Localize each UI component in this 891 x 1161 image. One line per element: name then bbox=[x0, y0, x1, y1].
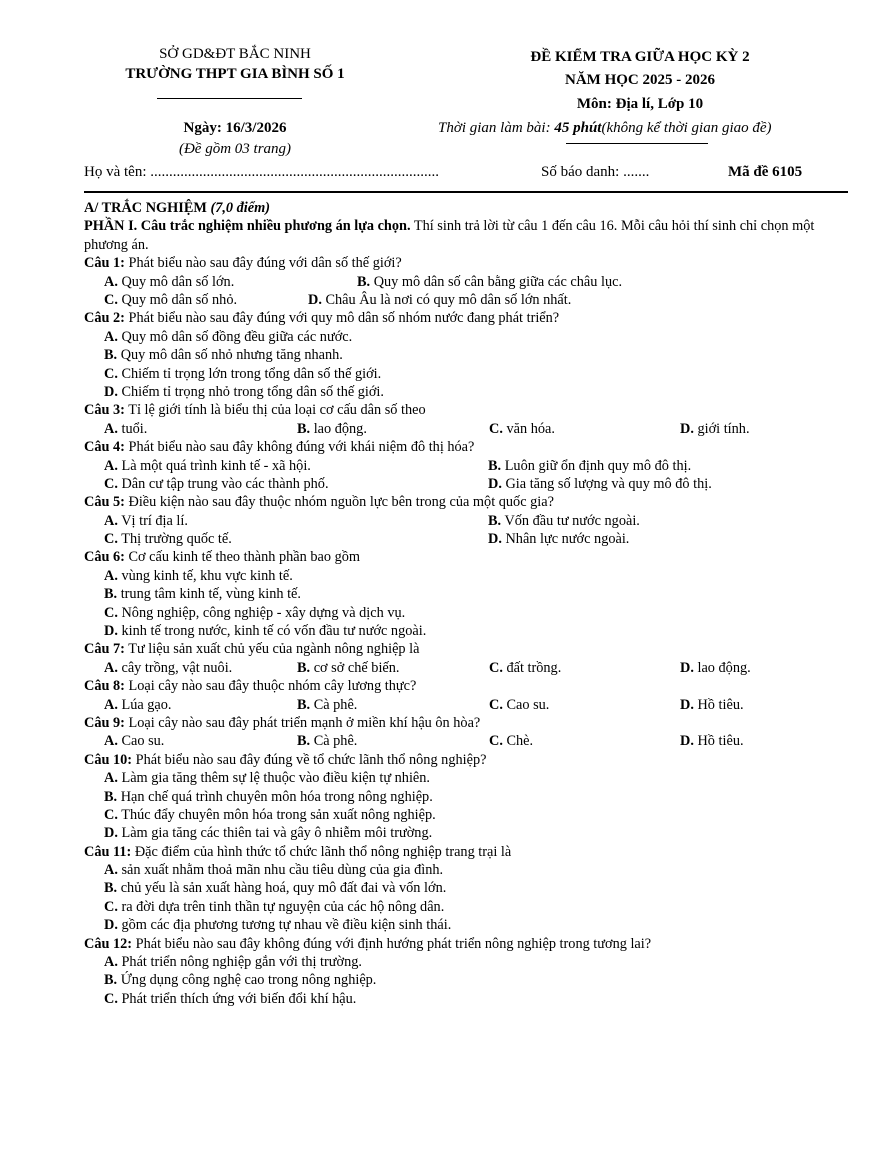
answer-option[interactable] bbox=[104, 953, 362, 971]
option-letter: A. bbox=[104, 273, 118, 290]
option-letter: B. bbox=[104, 347, 118, 364]
school-underline bbox=[157, 98, 302, 99]
option-row bbox=[84, 806, 844, 824]
question-number: Câu 10: bbox=[84, 751, 133, 768]
option-letter: D. bbox=[488, 475, 502, 492]
answer-option[interactable] bbox=[297, 732, 357, 750]
option-letter: C. bbox=[104, 604, 118, 621]
option-text: Chiếm tỉ trọng lớn trong tổng dân số thế giới. bbox=[117, 365, 382, 382]
option-letter: B. bbox=[488, 457, 502, 474]
answer-option[interactable] bbox=[104, 420, 147, 438]
answer-option[interactable] bbox=[104, 696, 172, 714]
option-letter: C. bbox=[489, 420, 503, 437]
answer-option[interactable] bbox=[488, 475, 712, 493]
option-letter: B. bbox=[297, 696, 311, 713]
question-number: Câu 8: bbox=[84, 678, 125, 695]
question-4 bbox=[84, 438, 844, 456]
school-year: NĂM HỌC 2025 - 2026 bbox=[565, 72, 715, 88]
question-2 bbox=[84, 309, 844, 327]
option-letter: D. bbox=[104, 623, 118, 640]
option-letter: B. bbox=[297, 420, 311, 437]
option-letter: B. bbox=[297, 659, 311, 676]
option-row bbox=[84, 365, 844, 383]
answer-option[interactable] bbox=[104, 990, 356, 1008]
answer-option[interactable] bbox=[104, 788, 433, 806]
question-number: Câu 5: bbox=[84, 494, 125, 511]
answer-option[interactable] bbox=[489, 732, 533, 750]
question-text: Phát biểu nào sau đây không đúng với định hướng phát triển nông nghiệp trong tương lai? bbox=[132, 935, 652, 952]
answer-option[interactable] bbox=[104, 273, 234, 291]
question-1 bbox=[84, 254, 844, 272]
answer-option[interactable] bbox=[489, 696, 549, 714]
option-row bbox=[84, 475, 844, 493]
student-id-field: Số báo danh: ....... bbox=[541, 164, 650, 180]
option-letter: B. bbox=[104, 586, 118, 603]
question-list bbox=[84, 254, 844, 1008]
answer-option[interactable] bbox=[104, 457, 311, 475]
answer-option[interactable] bbox=[297, 420, 367, 438]
option-text: vùng kinh tế, khu vực kinh tế. bbox=[117, 567, 293, 584]
option-letter: D. bbox=[680, 733, 694, 750]
question-text: Điều kiện nào sau đây thuộc nhóm nguồn lực bên trong của một quốc gia? bbox=[124, 494, 554, 511]
option-text: Quy mô dân số nhỏ. bbox=[117, 291, 238, 308]
option-text: cây trồng, vật nuôi. bbox=[117, 659, 233, 676]
answer-option[interactable] bbox=[104, 604, 405, 622]
option-row bbox=[84, 512, 844, 530]
option-row bbox=[84, 659, 844, 677]
subject-line: Môn: Địa lí, Lớp 10 bbox=[576, 96, 704, 112]
answer-option[interactable] bbox=[104, 585, 301, 603]
time-prefix: Thời gian làm bài: bbox=[438, 120, 555, 136]
option-letter: B. bbox=[488, 512, 502, 529]
option-text: Phát triển nông nghiệp gắn với thị trường. bbox=[117, 954, 362, 971]
option-letter: A. bbox=[104, 328, 118, 345]
option-letter: A. bbox=[104, 512, 118, 529]
option-row bbox=[84, 732, 844, 750]
option-row bbox=[84, 291, 844, 309]
answer-option[interactable] bbox=[104, 291, 237, 309]
option-row bbox=[84, 916, 844, 934]
answer-option[interactable] bbox=[104, 383, 384, 401]
option-text: Hồ tiêu. bbox=[693, 733, 744, 750]
section-a-points: (7,0 điểm) bbox=[210, 200, 270, 216]
answer-option[interactable] bbox=[489, 420, 555, 438]
option-text: Hồ tiêu. bbox=[693, 696, 744, 713]
option-text: Chiếm tỉ trọng nhỏ trong tổng dân số thế giới. bbox=[117, 383, 384, 400]
question-8 bbox=[84, 677, 844, 695]
answer-option[interactable] bbox=[104, 769, 430, 787]
question-text: Phát biểu nào sau đây đúng về tổ chức lãnh thổ nông nghiệp? bbox=[132, 751, 487, 768]
answer-option[interactable] bbox=[297, 696, 357, 714]
question-number: Câu 12: bbox=[84, 935, 133, 952]
option-letter: C. bbox=[104, 475, 118, 492]
option-text: Quy mô dân số cân bằng giữa các châu lục. bbox=[370, 273, 623, 290]
option-text: Nông nghiệp, công nghiệp - xây dựng và dịch vụ. bbox=[117, 604, 406, 621]
time-line bbox=[438, 120, 772, 137]
question-number: Câu 6: bbox=[84, 549, 125, 566]
option-letter: C. bbox=[489, 696, 503, 713]
exam-code: Mã đề 6105 bbox=[728, 164, 803, 180]
option-text: Châu Âu là nơi có quy mô dân số lớn nhất. bbox=[321, 291, 572, 308]
part1-instruction: Thí sinh trả lời từ câu 1 đến câu 16. Mỗi câu hỏi thí sinh chỉ chọn một phương án. bbox=[84, 218, 815, 253]
option-text: Vốn đầu tư nước ngoài. bbox=[501, 512, 640, 529]
option-row bbox=[84, 788, 844, 806]
option-letter: D. bbox=[680, 696, 694, 713]
section-a-heading bbox=[84, 199, 844, 217]
answer-option[interactable] bbox=[357, 273, 622, 291]
option-letter: A. bbox=[104, 733, 118, 750]
answer-option[interactable] bbox=[104, 567, 293, 585]
option-letter: B. bbox=[104, 880, 118, 897]
answer-option[interactable] bbox=[297, 659, 399, 677]
option-text: Làm gia tăng thêm sự lệ thuộc vào điều kiện tự nhiên. bbox=[117, 770, 430, 787]
question-number: Câu 1: bbox=[84, 255, 125, 272]
option-letter: C. bbox=[104, 990, 118, 1007]
option-letter: C. bbox=[104, 898, 118, 915]
exam-title: ĐỀ KIỂM TRA GIỮA HỌC KỲ 2 bbox=[530, 49, 750, 65]
option-letter: D. bbox=[308, 291, 322, 308]
option-row bbox=[84, 769, 844, 787]
option-row bbox=[84, 457, 844, 475]
question-number: Câu 4: bbox=[84, 439, 125, 456]
part1-heading bbox=[84, 217, 844, 254]
option-row bbox=[84, 898, 844, 916]
answer-option[interactable] bbox=[680, 696, 744, 714]
answer-option[interactable] bbox=[680, 732, 744, 750]
answer-option[interactable] bbox=[104, 898, 444, 916]
option-text: Chè. bbox=[502, 733, 534, 750]
question-text: Loại cây nào sau đây phát triển mạnh ở miền khí hậu ôn hòa? bbox=[124, 714, 481, 731]
department-name: SỞ GD&ĐT BẮC NINH bbox=[159, 46, 311, 62]
question-12 bbox=[84, 935, 844, 953]
option-letter: A. bbox=[104, 862, 118, 879]
option-text: lao động. bbox=[693, 659, 751, 676]
option-letter: A. bbox=[104, 567, 118, 584]
option-row bbox=[84, 990, 844, 1008]
option-text: tuổi. bbox=[117, 420, 148, 437]
option-row bbox=[84, 346, 844, 364]
option-letter: D. bbox=[104, 383, 118, 400]
option-text: Cao su. bbox=[502, 696, 550, 713]
question-10 bbox=[84, 751, 844, 769]
question-number: Câu 9: bbox=[84, 714, 125, 731]
answer-option[interactable] bbox=[680, 659, 751, 677]
question-number: Câu 7: bbox=[84, 641, 125, 658]
answer-option[interactable] bbox=[104, 659, 232, 677]
question-3 bbox=[84, 401, 844, 419]
answer-option[interactable] bbox=[104, 346, 343, 364]
answer-option[interactable] bbox=[489, 659, 561, 677]
option-row bbox=[84, 567, 844, 585]
option-text: văn hóa. bbox=[502, 420, 555, 437]
option-letter: C. bbox=[104, 291, 118, 308]
option-letter: C. bbox=[489, 659, 503, 676]
option-letter: A. bbox=[104, 457, 118, 474]
option-row bbox=[84, 383, 844, 401]
option-letter: C. bbox=[104, 531, 118, 548]
option-row bbox=[84, 530, 844, 548]
option-row bbox=[84, 696, 844, 714]
answer-option[interactable] bbox=[104, 512, 188, 530]
part1-title: PHẦN I. Câu trắc nghiệm nhiều phương án lựa chọn. bbox=[84, 218, 411, 235]
option-row bbox=[84, 861, 844, 879]
option-text: Ứng dụng công nghệ cao trong nông nghiệp. bbox=[117, 972, 377, 989]
question-number: Câu 11: bbox=[84, 843, 132, 860]
option-text: Quy mô dân số đồng đều giữa các nước. bbox=[117, 328, 353, 345]
option-text: Gia tăng số lượng và quy mô đô thị. bbox=[501, 475, 712, 492]
option-letter: A. bbox=[104, 770, 118, 787]
answer-option[interactable] bbox=[104, 824, 432, 842]
time-value: 45 phút bbox=[554, 120, 602, 136]
option-letter: B. bbox=[104, 972, 118, 989]
answer-option[interactable] bbox=[104, 328, 352, 346]
option-text: Dân cư tập trung vào các thành phố. bbox=[117, 475, 329, 492]
option-letter: C. bbox=[104, 806, 118, 823]
option-letter: D. bbox=[104, 917, 118, 934]
option-letter: A. bbox=[104, 420, 118, 437]
answer-option[interactable] bbox=[680, 420, 750, 438]
answer-option[interactable] bbox=[488, 530, 629, 548]
answer-option[interactable] bbox=[104, 365, 381, 383]
option-letter: B. bbox=[357, 273, 371, 290]
answer-option[interactable] bbox=[104, 475, 329, 493]
option-text: Thị trường quốc tế. bbox=[117, 531, 232, 548]
question-text: Phát biểu nào sau đây đúng với quy mô dân số nhóm nước đang phát triển? bbox=[124, 310, 560, 327]
option-letter: D. bbox=[680, 420, 694, 437]
answer-option[interactable] bbox=[104, 861, 443, 879]
answer-option[interactable] bbox=[104, 806, 436, 824]
option-text: Cà phê. bbox=[310, 696, 358, 713]
question-text: Tỉ lệ giới tính là biểu thị của loại cơ cấu dân số theo bbox=[124, 402, 426, 419]
option-row bbox=[84, 622, 844, 640]
school-name: TRƯỜNG THPT GIA BÌNH SỐ 1 bbox=[125, 66, 345, 82]
option-row bbox=[84, 328, 844, 346]
option-text: Cà phê. bbox=[310, 733, 358, 750]
option-text: gồm các địa phương tương tự nhau về điều kiện sinh thái. bbox=[117, 917, 452, 934]
option-letter: B. bbox=[104, 788, 118, 805]
option-row bbox=[84, 420, 844, 438]
answer-option[interactable] bbox=[488, 512, 640, 530]
option-letter: C. bbox=[489, 733, 503, 750]
option-text: sản xuất nhằm thoả mãn nhu cầu tiêu dùng của gia đình. bbox=[117, 862, 444, 879]
time-underline bbox=[566, 143, 708, 144]
question-number: Câu 2: bbox=[84, 310, 125, 327]
option-row bbox=[84, 879, 844, 897]
student-name-field: Họ và tên: ............................................................................. bbox=[84, 164, 439, 180]
option-text: ra đời dựa trên tinh thần tự nguyện của các hộ nông dân. bbox=[117, 898, 445, 915]
option-letter: D. bbox=[680, 659, 694, 676]
option-text: Là một quá trình kinh tế - xã hội. bbox=[117, 457, 311, 474]
answer-option[interactable] bbox=[488, 457, 691, 475]
option-letter: D. bbox=[104, 825, 118, 842]
answer-option[interactable] bbox=[104, 971, 376, 989]
question-5 bbox=[84, 493, 844, 511]
option-text: lao động. bbox=[310, 420, 367, 437]
option-text: Cao su. bbox=[117, 733, 165, 750]
option-text: Phát triển thích ứng với biến đổi khí hậu. bbox=[117, 990, 357, 1007]
exam-content bbox=[84, 199, 844, 1008]
option-row bbox=[84, 971, 844, 989]
answer-option[interactable] bbox=[104, 530, 232, 548]
question-text: Phát biểu nào sau đây không đúng với khái niệm đô thị hóa? bbox=[124, 439, 475, 456]
page-count: (Đề gồm 03 trang) bbox=[178, 141, 292, 157]
option-text: Lúa gạo. bbox=[117, 696, 172, 713]
option-row bbox=[84, 604, 844, 622]
answer-option[interactable] bbox=[104, 732, 164, 750]
option-text: Làm gia tăng các thiên tai và gây ô nhiễm môi trường. bbox=[117, 825, 433, 842]
time-suffix: (không kể thời gian giao đề) bbox=[601, 120, 772, 136]
question-text: Tư liệu sản xuất chủ yếu của ngành nông nghiệp là bbox=[124, 641, 420, 658]
option-text: giới tính. bbox=[693, 420, 750, 437]
question-11 bbox=[84, 843, 844, 861]
option-letter: B. bbox=[297, 733, 311, 750]
option-text: trung tâm kinh tế, vùng kinh tế. bbox=[117, 586, 301, 603]
question-9 bbox=[84, 714, 844, 732]
option-text: Thúc đẩy chuyên môn hóa trong sản xuất nông nghiệp. bbox=[117, 806, 436, 823]
question-text: Đặc điểm của hình thức tổ chức lãnh thổ nông nghiệp trang trại là bbox=[131, 843, 512, 860]
question-text: Phát biểu nào sau đây đúng với dân số thế giới? bbox=[124, 255, 402, 272]
answer-option[interactable] bbox=[308, 291, 571, 309]
option-text: Quy mô dân số nhỏ nhưng tăng nhanh. bbox=[117, 347, 343, 364]
option-row bbox=[84, 953, 844, 971]
option-text: cơ sở chế biến. bbox=[310, 659, 400, 676]
answer-option[interactable] bbox=[104, 916, 451, 934]
header-divider bbox=[84, 191, 848, 193]
option-text: đất trồng. bbox=[502, 659, 562, 676]
option-row bbox=[84, 273, 844, 291]
section-a-title: A/ TRẮC NGHIỆM bbox=[84, 200, 207, 216]
option-text: Luôn giữ ổn định quy mô đô thị. bbox=[501, 457, 692, 474]
option-text: chủ yếu là sản xuất hàng hoá, quy mô đất đai và vốn lớn. bbox=[117, 880, 447, 897]
option-row bbox=[84, 824, 844, 842]
question-number: Câu 3: bbox=[84, 402, 125, 419]
option-letter: A. bbox=[104, 659, 118, 676]
option-letter: A. bbox=[104, 954, 118, 971]
option-text: Nhân lực nước ngoài. bbox=[501, 531, 630, 548]
option-text: Vị trí địa lí. bbox=[117, 512, 188, 529]
exam-date: Ngày: 16/3/2026 bbox=[183, 120, 287, 136]
option-letter: A. bbox=[104, 696, 118, 713]
option-text: Quy mô dân số lớn. bbox=[117, 273, 235, 290]
option-text: kinh tế trong nước, kinh tế có vốn đầu tư nước ngoài. bbox=[117, 623, 427, 640]
answer-option[interactable] bbox=[104, 622, 426, 640]
option-letter: D. bbox=[488, 531, 502, 548]
question-7 bbox=[84, 640, 844, 658]
option-letter: C. bbox=[104, 365, 118, 382]
option-row bbox=[84, 585, 844, 603]
question-text: Loại cây nào sau đây thuộc nhóm cây lương thực? bbox=[124, 678, 417, 695]
answer-option[interactable] bbox=[104, 879, 446, 897]
option-text: Hạn chế quá trình chuyên môn hóa trong nông nghiệp. bbox=[117, 788, 433, 805]
question-6 bbox=[84, 548, 844, 566]
question-text: Cơ cấu kinh tế theo thành phần bao gồm bbox=[124, 549, 360, 566]
